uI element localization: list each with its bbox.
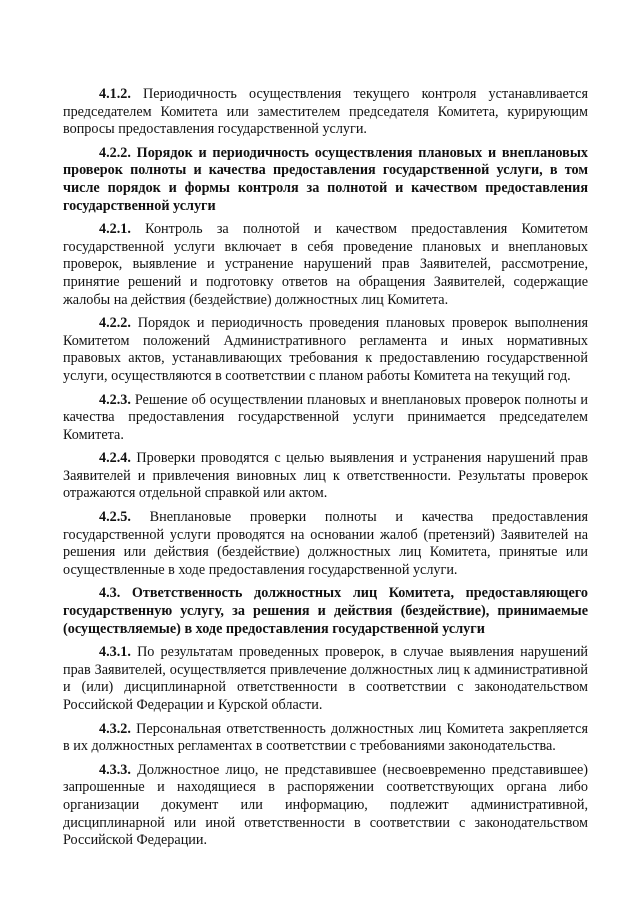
clause-number: 4.2.2. <box>99 315 131 332</box>
paragraph-4-2-3 <box>63 392 588 445</box>
clause-number: 4.2.4. <box>99 450 131 467</box>
heading-text: Ответственность должностных лиц Комитета, предоставляющего государственную услугу, за решения и действия (бездействие), принимаемые (осуществляемые) в ходе предоставления государственной услуги <box>63 585 588 637</box>
section-heading-4-2-2 <box>63 145 588 215</box>
paragraph-4-2-4 <box>63 450 588 503</box>
clause-number: 4.3. <box>99 585 121 602</box>
paragraph-text: Периодичность осуществления текущего контроля устанавливается председателем Комитета или заместителем председателя Комитета, курирующим вопросы предоставления государственной услуги. <box>63 86 588 138</box>
paragraph-4-2-5 <box>63 509 588 579</box>
clause-number: 4.2.5. <box>99 509 131 526</box>
paragraph-text: Порядок и периодичность проведения плановых проверок выполнения Комитетом положений Административного регламента и иных нормативных правовых актов, устанавливающих требования к предоставлению государственной услуги, осуществляются в соответствии с планом работы Комитета на текущий год. <box>63 315 588 384</box>
paragraph-4-3-1 <box>63 644 588 714</box>
paragraph-text: Проверки проводятся с целью выявления и устранения нарушений прав Заявителей и привлечения виновных лиц к ответственности. Результаты проверок отражаются отдельной справкой или актом. <box>63 450 588 502</box>
paragraph-text: Персональная ответственность должностных лиц Комитета закрепляется в их должностных регламентах в соответствии с требованиями законодательства. <box>63 720 588 755</box>
paragraph-4-2-1 <box>63 221 588 309</box>
clause-number: 4.3.3. <box>99 761 131 778</box>
clause-number: 4.2.2. <box>99 144 131 161</box>
paragraph-text: Внеплановые проверки полноты и качества предоставления государственной услуги проводятся на основании жалоб (претензий) Заявителей на решения или действия (бездействие) должностных лиц Комитета, принятые или осуществленные в ходе предоставления государственной услуги. <box>63 509 588 578</box>
paragraph-4-3-3 <box>63 762 588 850</box>
paragraph-4-1-2 <box>63 86 588 139</box>
paragraph-text: Решение об осуществлении плановых и внеплановых проверок полноты и качества предоставления государственной услуги принимается председателем Комитета. <box>63 391 588 443</box>
paragraph-text: По результатам проведенных проверок, в случае выявления нарушений прав Заявителей, осуществляется привлечение должностных лиц к административной и (или) дисциплинарной ответственности в соответствии с законодательством Российской Федерации и Курской области. <box>63 644 588 713</box>
paragraph-4-2-2 <box>63 315 588 385</box>
paragraph-text: Должностное лицо, не представившее (несвоевременно представившее) запрошенные и находящиеся в распоряжении соответствующих органа либо организации документ или информацию, подлежит административной, дисциплинарной или иной ответственности в соответствии с законодательством Российской Федерации. <box>63 761 588 849</box>
clause-number: 4.3.2. <box>99 720 131 737</box>
paragraph-4-3-2 <box>63 721 588 756</box>
clause-number: 4.2.1. <box>99 221 131 238</box>
section-heading-4-3 <box>63 585 588 638</box>
clause-number: 4.3.1. <box>99 644 131 661</box>
clause-number: 4.2.3. <box>99 391 131 408</box>
heading-text: Порядок и периодичность осуществления плановых и внеплановых проверок полноты и качества предоставления государственной услуги, в том числе порядок и формы контроля за полнотой и качеством предоставления государственной услуги <box>63 144 588 214</box>
clause-number: 4.1.2. <box>99 86 131 102</box>
paragraph-text: Контроль за полнотой и качеством предоставления Комитетом государственной услуги включает в себя проведение плановых и внеплановых проверок, выявление и устранение нарушений прав Заявителей, рассмотрение, принятие решений и подготовку ответов на обращения Заявителей, содержащие жалобы на действия (бездействие) должностных лиц Комитета. <box>63 221 588 308</box>
